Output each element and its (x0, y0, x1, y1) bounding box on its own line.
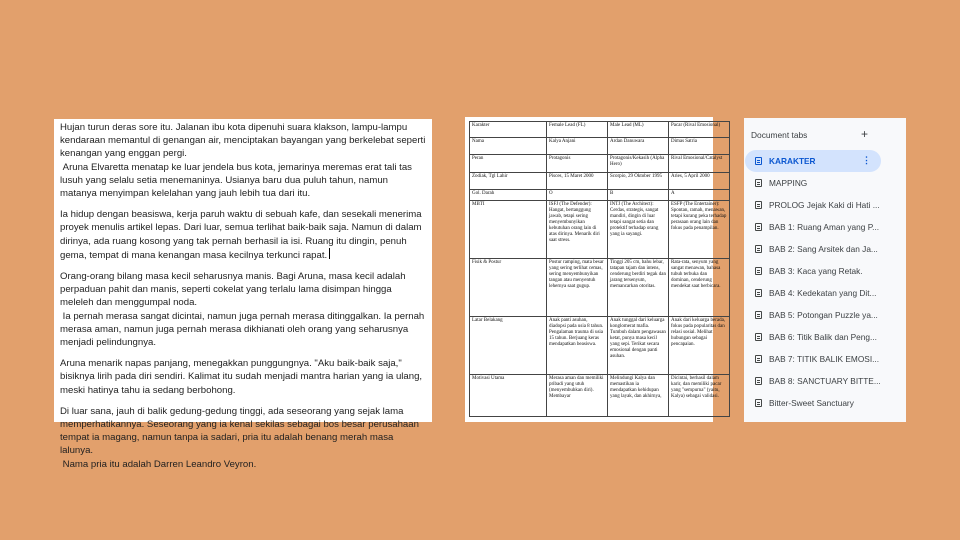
tab-item[interactable] (745, 326, 881, 348)
table-row (470, 122, 730, 138)
table-cell[interactable]: Protagonis/Kekasih (Alpha Hero) (608, 155, 669, 173)
paragraph-7: Di luar sana, jauh di balik gedung-gedung tinggi, ada seseorang yang sejak lama memperhatikannya. Seseorang yang ia kenal sekilas sebagai bos besar perusahaan tempat ia magang, namun tanpa ia sadari, pria itu adalah benang merah masa lalunya. (60, 405, 419, 457)
document-tabs-title: Document tabs (751, 130, 808, 140)
table-cell[interactable]: Anak dari keluarga berada, fokus pada popularitas dan relasi sosial. Melihat hubungan sebagai pencapaian. (669, 317, 730, 375)
table-cell[interactable]: Kalya Anjani (547, 138, 608, 155)
tab-label: Bitter-Sweet Sanctuary (769, 398, 854, 408)
table-cell[interactable]: O (547, 190, 608, 201)
paragraph-2-text: Aruna Elvaretta menatap ke luar jendela bus kota, jemarinya meremas erat tali tas lusuh yang selalu setia menemaninya. Usianya baru dua puluh tahun, namun matanya menyimpan kelelahan yang jauh lebih tua dari itu. (60, 161, 412, 200)
document-icon (755, 377, 762, 385)
character-table-page[interactable] (465, 117, 727, 422)
document-page[interactable] (54, 119, 432, 470)
text-cursor (329, 248, 330, 259)
table-cell[interactable]: Postur ramping, mata besar yang sering terlihat cemas, sering menyembunyikan tangan atau menyentuh lehernya saat gugup. (547, 259, 608, 317)
paragraph-6: Aruna menarik napas panjang, menegakkan punggungnya. "Aku baik-baik saja," bisiknya lirih pada diri sendiri. Kalimat itu sudah menjadi mantra harian yang ia ulang, meski hatinya tahu ia sedang berbohong. (60, 358, 423, 396)
add-tab-icon[interactable]: + (861, 127, 869, 141)
table-cell[interactable]: Dicintai, berhasil dalam karir, dan memiliki pacar yang "sempurna" (yaitu, Kalya) sebagai validasi. (669, 375, 730, 417)
tab-item[interactable] (745, 392, 881, 414)
table-cell[interactable]: Motivasi Utama (470, 375, 547, 417)
character-table (469, 121, 730, 417)
tab-label: BAB 3: Kaca yang Retak. (769, 266, 863, 276)
document-icon (755, 223, 762, 231)
paragraph-8 (60, 458, 426, 471)
document-icon (755, 355, 762, 363)
table-cell[interactable]: Zodiak, Tgl Lahir (470, 173, 547, 190)
tab-label: BAB 7: TITIK BALIK EMOSI... (769, 354, 880, 364)
paragraph-5-text: Ia pernah merasa sangat dicintai, namun juga pernah merasa ditinggalkan. Ia pernah merasa aman, namun juga pernah merasa dikhianati oleh orang yang seharusnya menjadi pelindungnya. (60, 310, 425, 349)
tab-item[interactable] (745, 216, 881, 238)
table-cell[interactable]: B (608, 190, 669, 201)
tab-label: BAB 4: Kedekatan yang Dit... (769, 288, 877, 298)
table-cell[interactable]: Protagonis (547, 155, 608, 173)
table-cell[interactable]: ESFP (The Entertainer): Spontan, ramah, menawan, tetapi kurang peka terhadap perasaan orang lain dan fokus pada penampilan. (669, 201, 730, 259)
table-cell[interactable]: Peran (470, 155, 547, 173)
tab-item[interactable] (745, 172, 881, 194)
paragraph-3 (60, 208, 426, 262)
table-cell[interactable]: Latar Belakang (470, 317, 547, 375)
table-cell[interactable]: INTJ (The Architect): Cerdas, strategis, sangat mandiri, dingin di luar tetapi sangat setia dan protektif terhadap orang yang ia sayangi. (608, 201, 669, 259)
table-cell[interactable]: Tinggi 205 cm, bahu lebar, tatapan tajam dan intens, cenderung berdiri tegak dan jarang tersenyum, memancarkan otoritas. (608, 259, 669, 317)
table-cell[interactable]: Rata-rata, senyum yang sangat menawan, bahasa tubuh terbuka dan dominan, cenderung mendekat saat berbicara. (669, 259, 730, 317)
tab-label: BAB 6: Titik Balik dan Peng... (769, 332, 877, 342)
table-cell[interactable]: Female Lead (FL) (547, 122, 608, 138)
table-row (470, 190, 730, 201)
paragraph-2 (60, 161, 426, 201)
paragraph-4: Orang-orang bilang masa kecil seharusnya manis. Bagi Aruna, masa kecil adalah perpaduan pahit dan manis, seperti cokelat yang terlalu lama disimpan hingga meleleh dan menggumpal noda. (60, 271, 406, 309)
table-cell[interactable]: ISFJ (The Defender): Hangat, bertanggung jawab, tetapi sering menyembunyikan kebutuhan orang lain di atas dirinya. Menarik diri saat stress. (547, 201, 608, 259)
table-cell[interactable]: Anak tunggal dari keluarga konglomerat mafia. Tumbuh dalam pengawasan ketat, punya masa kecil yang sepi. Terikat secara emosional dengan panti asuhan. (608, 317, 669, 375)
paragraph-3-text: Ia hidup dengan beasiswa, kerja paruh waktu di sebuah kafe, dan sesekali menerima proyek menulis artikel lepas. Dari luar, semua terlihat baik-baik saja. Namun di dalam dirinya, ada ruang kosong yang tak pernah berhasil ia isi. Ruang itu dingin, penuh gema, tempat di mana kenangan masa kecilnya terkunci rapat. (60, 209, 422, 261)
tab-item[interactable] (745, 238, 881, 260)
table-cell[interactable]: Scorpio, 29 Oktober 1995 (608, 173, 669, 190)
tab-label: BAB 8: SANCTUARY BITTE... (769, 376, 881, 386)
table-cell[interactable]: Fisik & Postur (470, 259, 547, 317)
table-cell[interactable]: Gol. Darah (470, 190, 547, 201)
tab-item[interactable] (745, 304, 881, 326)
tab-label: BAB 1: Ruang Aman yang P... (769, 222, 880, 232)
table-row (470, 375, 730, 417)
paragraph-8-text: Nama pria itu adalah Darren Leandro Veyron. (62, 458, 257, 470)
more-options-icon[interactable]: ⋮ (862, 155, 871, 165)
document-icon (755, 311, 762, 319)
table-row (470, 259, 730, 317)
table-row (470, 138, 730, 155)
table-row (470, 155, 730, 173)
document-icon (755, 289, 762, 297)
tab-label: BAB 2: Sang Arsitek dan Ja... (769, 244, 878, 254)
tab-label: PROLOG Jejak Kaki di Hati ... (769, 200, 880, 210)
paragraph-1: Hujan turun deras sore itu. Jalanan ibu kota dipenuhi suara klakson, lampu-lampu kendaraan memantul di genangan air, menciptakan bayangan yang berkelebat seperti kenangan yang enggan pergi. (60, 122, 426, 160)
table-cell[interactable]: Rival Emosional/Catalyst (669, 155, 730, 173)
table-cell[interactable]: A (669, 190, 730, 201)
table-cell[interactable]: Karakter (470, 122, 547, 138)
tab-item[interactable] (745, 370, 881, 392)
table-row (470, 317, 730, 375)
tab-item[interactable] (745, 150, 881, 172)
table-cell[interactable]: Male Lead (ML) (608, 122, 669, 138)
document-icon (755, 333, 762, 341)
table-cell[interactable]: Aries, 5 April 2000 (669, 173, 730, 190)
table-cell[interactable]: Pisces, 15 Maret 2000 (547, 173, 608, 190)
document-icon (755, 179, 762, 187)
document-icon (755, 157, 762, 165)
paragraph-5 (60, 310, 426, 350)
tab-item[interactable] (745, 194, 881, 216)
table-cell[interactable]: Ardan Danuwara (608, 138, 669, 155)
table-cell[interactable]: Merasa aman dan memiliki pribadi yang utuh (menyembuhkan diri). Membayar (547, 375, 608, 417)
document-tabs-panel (744, 118, 906, 422)
table-cell[interactable]: Melindungi Kalya dan memastikan ia mendapatkan kehidupan yang layak, dan akhirnya, (608, 375, 669, 417)
table-cell[interactable]: MBTI (470, 201, 547, 259)
table-row (470, 173, 730, 190)
document-icon (755, 399, 762, 407)
document-icon (755, 267, 762, 275)
tab-item[interactable] (745, 260, 881, 282)
document-icon (755, 245, 762, 253)
table-cell[interactable]: Nama (470, 138, 547, 155)
tab-item[interactable] (745, 348, 881, 370)
table-row (470, 201, 730, 259)
tab-label: BAB 5: Potongan Puzzle ya... (769, 310, 878, 320)
tab-label: KARAKTER (769, 156, 816, 166)
table-cell[interactable]: Dimas Satria (669, 138, 730, 155)
tab-item[interactable] (745, 282, 881, 304)
table-cell[interactable]: Pacar (Rival Emosional) (669, 122, 730, 138)
tab-label: MAPPING (769, 178, 808, 188)
table-cell[interactable]: Anak panti asuhan, diadopsi pada usia 8 tahun. Pengalaman trauma di usia 15 tahun. Berjuang keras mendapatkan beasiswa. (547, 317, 608, 375)
document-icon (755, 201, 762, 209)
